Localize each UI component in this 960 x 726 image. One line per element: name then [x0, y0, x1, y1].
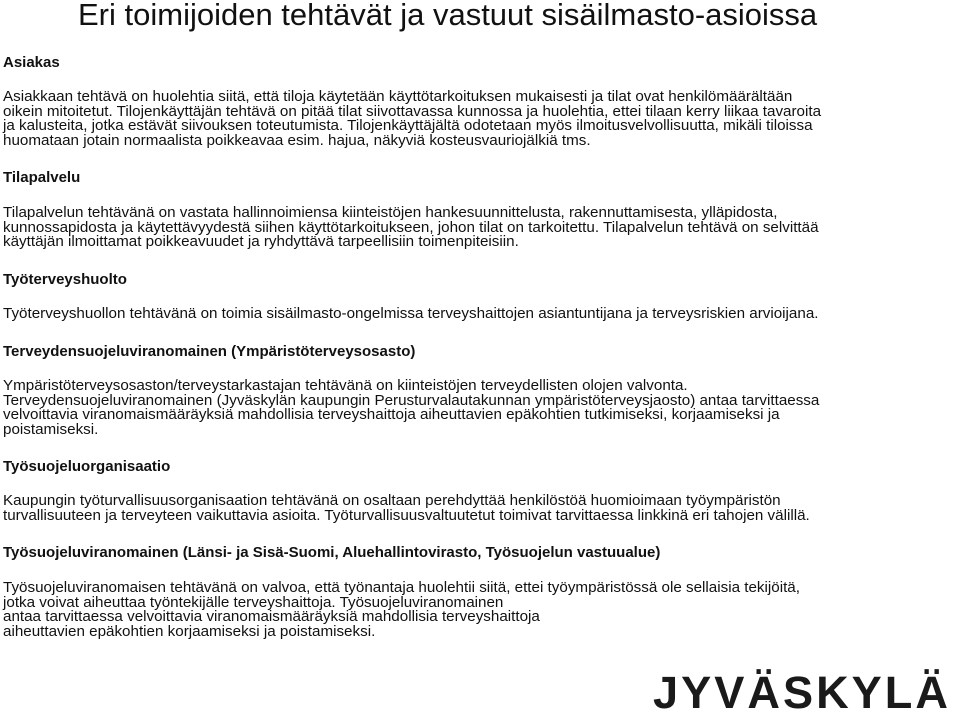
section-heading-tyoterveyshuolto: Työterveyshuolto — [3, 271, 127, 288]
text-line: Työterveyshuollon tehtävänä on toimia sisäilmasto-ongelmissa terveyshaittojen asiantuntijana ja terveysriskien arvioijana. — [3, 305, 819, 322]
text-line: jotka voivat aiheuttaa työntekijälle terveyshaittoja. Työsuojeluviranomainen — [3, 593, 504, 611]
text-line: Tilapalvelun tehtävänä on vastata hallinnoimiensa kiinteistöjen hankesuunnittelusta, rakennuttamisesta, ylläpidosta, — [3, 204, 778, 221]
section-heading-asiakas: Asiakas — [3, 54, 60, 71]
text-line: poistamiseksi. — [3, 420, 99, 438]
text-line: velvoittavia viranomaismääräyksiä mahdollisia terveyshaittoja aiheuttavien epäkohtien tutkimiseksi, korjaamiseksi ja — [3, 406, 780, 424]
section-text-tyoterveyshuolto — [3, 307, 957, 322]
text-line: oikein mitoitetut. Tilojenkäyttäjän tehtävä on pitää tilat siivottavassa kunnossa ja huolehtia, ettei tilaan kerry liikaa tavaroita — [3, 102, 822, 120]
section-heading-tyosuojeluorganisaatio: Työsuojeluorganisaatio — [3, 458, 171, 475]
section-text-tyosuojeluviranomainen — [3, 581, 957, 639]
section-text-asiakas — [3, 90, 957, 148]
text-line: Asiakkaan tehtävä on huolehtia siitä, että tiloja käytetään käyttötarkoituksen mukaisesti ja tilat ovat henkilömäärältään — [3, 88, 793, 105]
text-line: huomataan jotain normaalista poikkeavaa esim. hajua, näkyviä kosteusvauriojälkiä tms. — [3, 131, 591, 149]
section-text-terveydensuojelu — [3, 379, 957, 437]
section-heading-tilapalvelu: Tilapalvelu — [3, 169, 81, 186]
text-line: aiheuttavien epäkohtien korjaamiseksi ja poistamiseksi. — [3, 622, 376, 640]
jyvaskyla-logo — [653, 668, 953, 712]
text-line: ja kalusteita, jotka estävät siivouksen toteutumista. Tilojenkäyttäjältä odotetaan myös ilmoitusvelvollisuutta, mikäli tiloissa — [3, 117, 813, 135]
text-line: Terveydensuojeluviranomainen (Jyväskylän kaupungin Perusturvalautakunnan ympäristöterveysjaosto) antaa tarvittaessa — [3, 391, 820, 409]
text-line: kunnossapidosta ja käytettävyydestä siihen käyttötarkoitukseen, johon tilat on tarkoitettu. Tilapalvelun tehtävä on selvittää — [3, 218, 819, 236]
text-line: Kaupungin työturvallisuusorganisaation tehtävänä on osaltaan perehdyttää henkilöstöä huomioimaan työympäristön — [3, 492, 781, 509]
text-line: Työsuojeluviranomaisen tehtävänä on valvoa, että työnantaja huolehtii siitä, ettei työympäristössä ole sellaisia tekijöitä, — [3, 579, 800, 596]
text-line: käyttäjän ilmoittamat poikkeavuudet ja ryhdyttävä tarpeellisiin toimenpiteisiin. — [3, 233, 519, 251]
section-text-tilapalvelu — [3, 206, 957, 250]
text-line: Ympäristöterveysosaston/terveystarkastajan tehtävänä on kiinteistöjen terveydellisten olojen valvonta. — [3, 377, 688, 394]
logo-wordmark: JYVÄSKYLÄ — [653, 668, 951, 712]
page-title: Eri toimijoiden tehtävät ja vastuut sisäilmasto-asioissa — [78, 0, 818, 32]
section-text-tyosuojeluorganisaatio — [3, 494, 957, 523]
text-line: turvallisuuteen ja terveyteen vaikuttavia asioita. Työturvallisuusvaltuutetut toimivat tarvittaessa linkkinä eri tahojen välillä. — [3, 506, 810, 524]
section-heading-terveydensuojelu: Terveydensuojeluviranomainen (Ympäristöterveysosasto) — [3, 343, 416, 360]
section-heading-tyosuojeluviranomainen: Työsuojeluviranomainen (Länsi- ja Sisä-Suomi, Aluehallintovirasto, Työsuojelun vastuualue) — [3, 544, 661, 561]
text-line: antaa tarvittaessa velvoittavia viranomaismääräyksiä mahdollisia terveyshaittoja — [3, 608, 540, 626]
